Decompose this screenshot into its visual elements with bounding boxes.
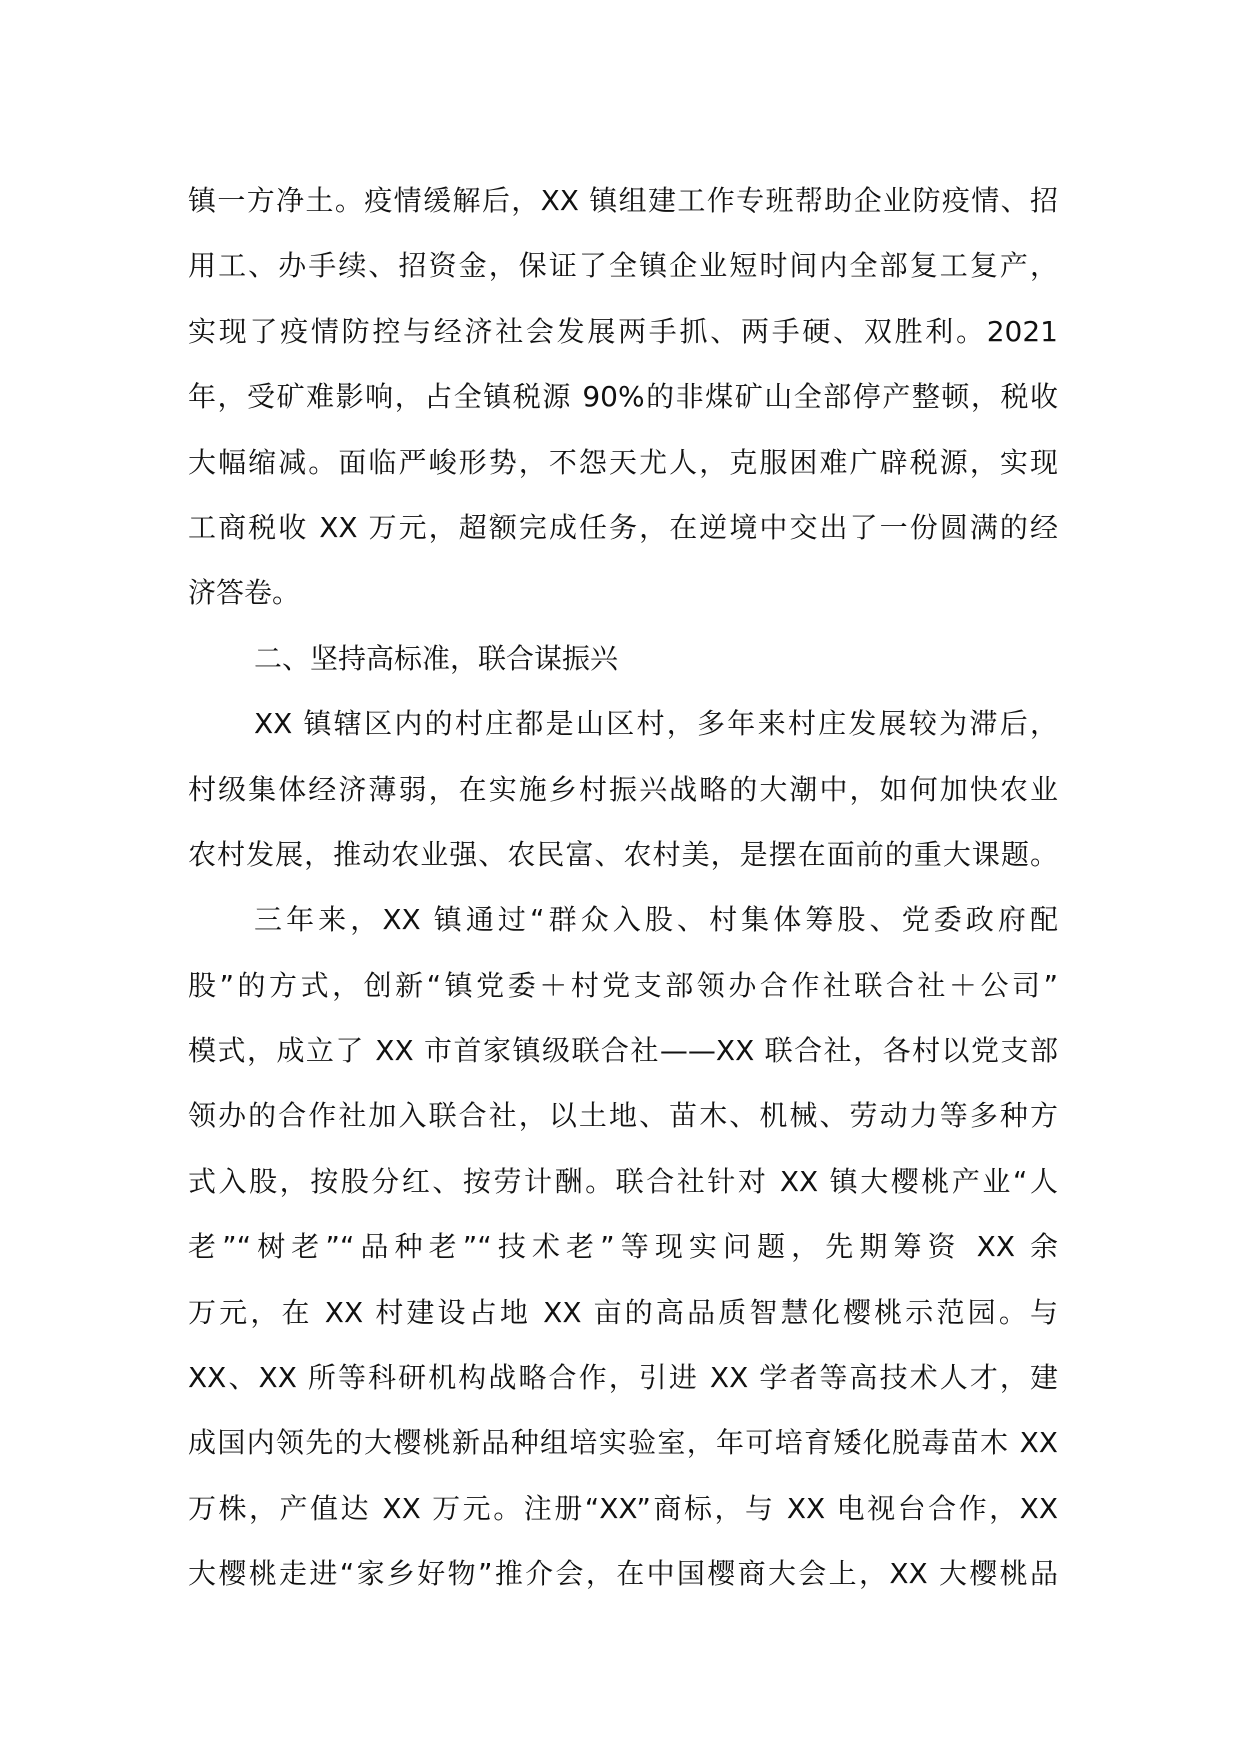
body-text-line: 成国内领先的大樱桃新品种组培实验室，年可培育矮化脱毒苗木 XX [188,1426,1058,1460]
body-text-line: 万元，在 XX 村建设占地 XX 亩的高品质智慧化樱桃示范园。与 [188,1295,1058,1329]
body-text-line: 农村发展，推动农业强、农民富、农村美，是摆在面前的重大课题。 [188,837,1058,871]
body-text-line: 股”的方式，创新“镇党委＋村党支部领办合作社联合社＋公司” [188,968,1058,1002]
body-text-line: 工商税收 XX 万元，超额完成任务，在逆境中交出了一份圆满的经 [188,510,1058,544]
body-text-line: 实现了疫情防控与经济社会发展两手抓、两手硬、双胜利。2021 [188,314,1058,348]
body-text-line: 模式，成立了 XX 市首家镇级联合社——XX 联合社，各村以党支部 [188,1034,1058,1068]
body-text-line: 村级集体经济薄弱，在实施乡村振兴战略的大潮中，如何加快农业 [188,772,1058,806]
body-text-line: 济答卷。 [188,576,301,610]
body-text-line: 式入股，按股分红、按劳计酬。联合社针对 XX 镇大樱桃产业“人 [188,1164,1058,1198]
body-text-line: XX、XX 所等科研机构战略合作，引进 XX 学者等高技术人才，建 [188,1361,1058,1395]
body-text-line: 老”“树老”“品种老”“技术老”等现实问题，先期筹资 XX 余 [188,1230,1058,1264]
body-text-line: 大幅缩减。面临严峻形势，不怨天尤人，克服困难广辟税源，实现 [188,445,1058,479]
body-text-line: 领办的合作社加入联合社，以土地、苗木、机械、劳动力等多种方 [188,1099,1058,1133]
body-text-line: 二、坚持高标准，联合谋振兴 [254,641,619,675]
body-text-line: 用工、办手续、招资金，保证了全镇企业短时间内全部复工复产， [188,249,1058,283]
body-text-line: 镇一方净土。疫情缓解后，XX 镇组建工作专班帮助企业防疫情、招 [188,184,1058,217]
body-text-line: XX 镇辖区内的村庄都是山区村，多年来村庄发展较为滞后， [254,707,1058,741]
body-text-line: 年，受矿难影响，占全镇税源 90%的非煤矿山全部停产整顿，税收 [188,380,1058,414]
body-text-line: 大樱桃走进“家乡好物”推介会，在中国樱商大会上，XX 大樱桃品 [188,1557,1058,1591]
body-text-line: 万株，产值达 XX 万元。注册“XX”商标，与 XX 电视台合作，XX [188,1491,1058,1525]
document-body [188,168,1058,1607]
body-text-line: 三年来，XX 镇通过“群众入股、村集体筹股、党委政府配 [254,903,1058,937]
